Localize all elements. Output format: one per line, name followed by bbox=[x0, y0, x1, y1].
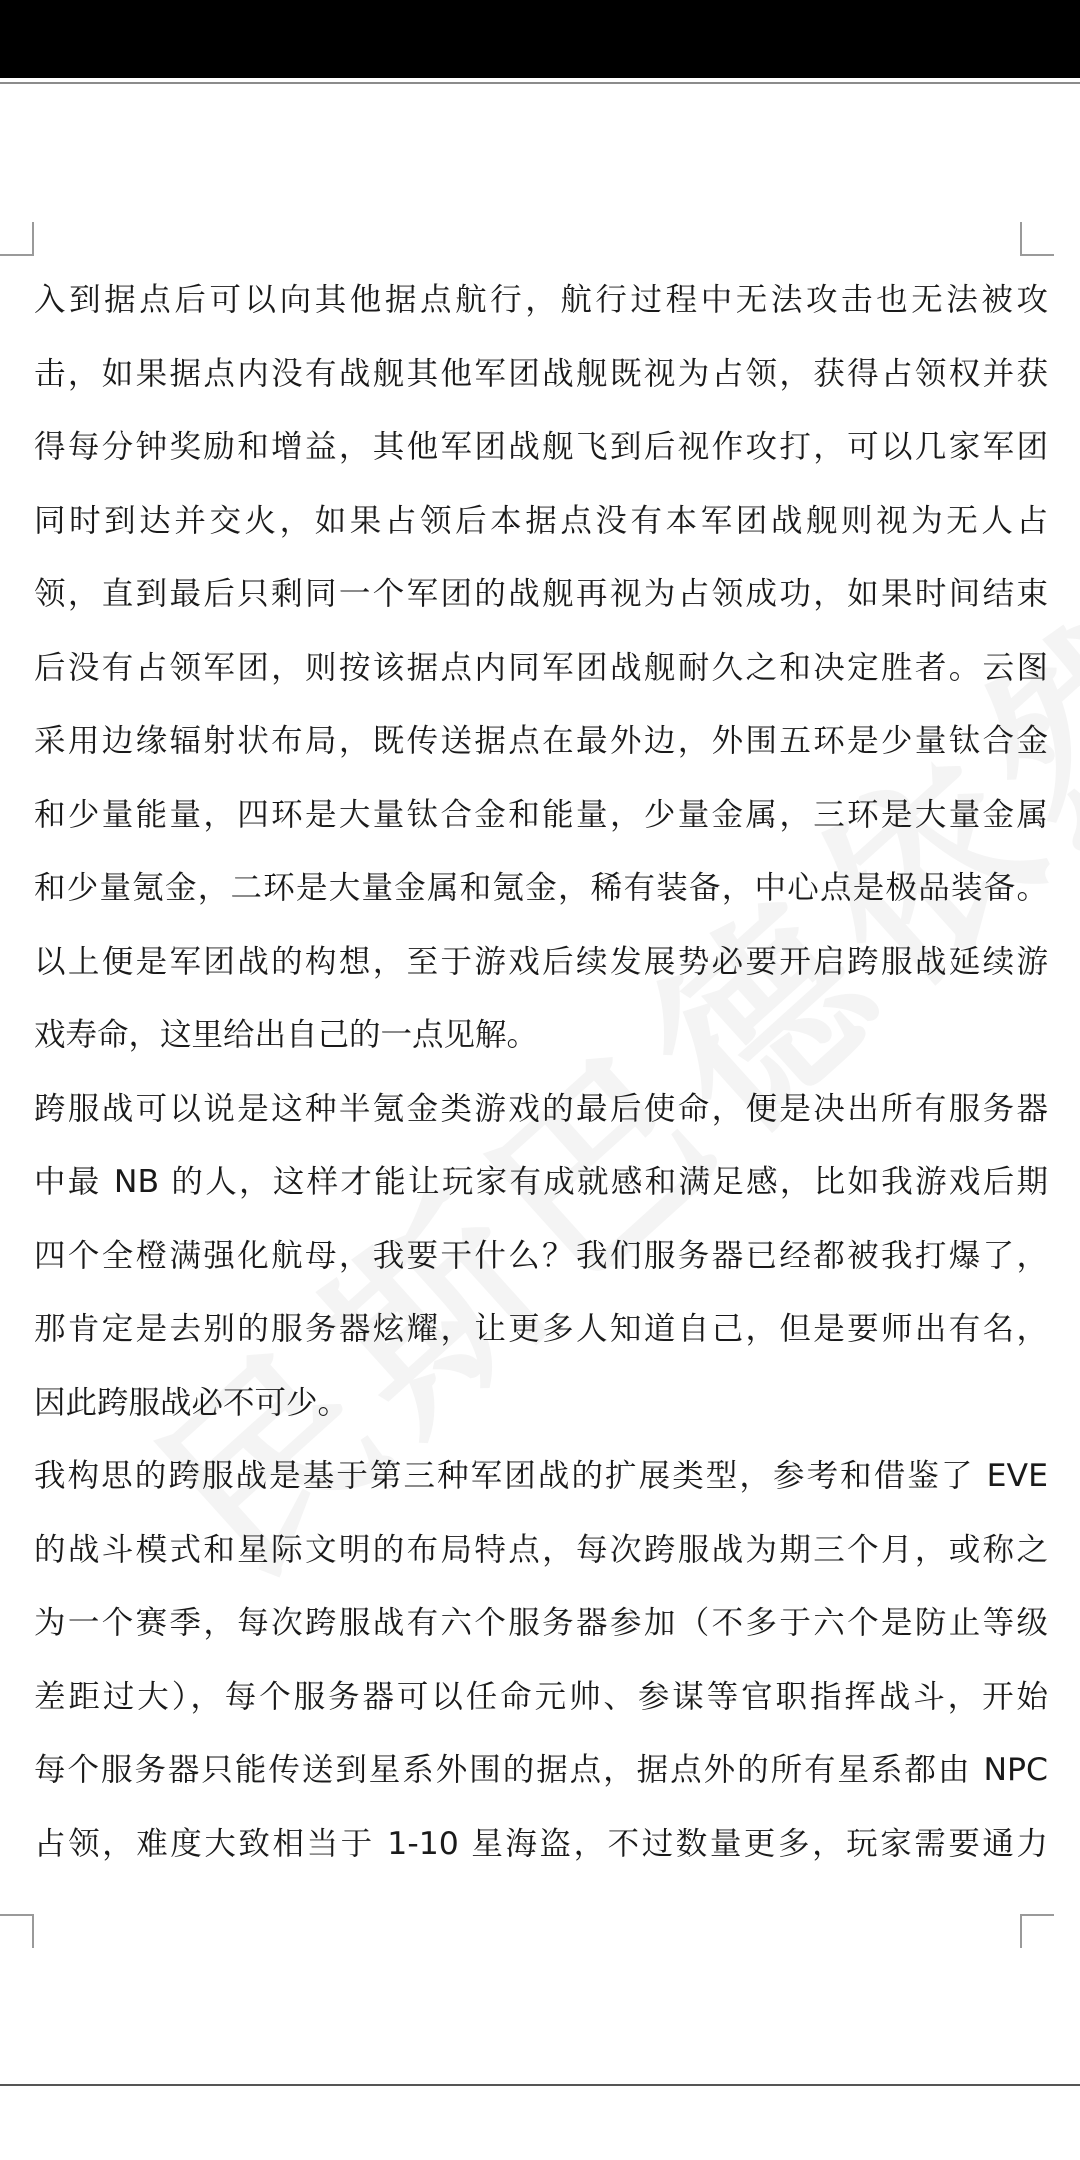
text-line: 占领，难度大致相当于 1-10 星海盗，不过数量更多，玩家需要通力 bbox=[34, 1825, 1048, 1862]
document-body bbox=[34, 264, 1048, 1881]
text-line: 和少量氪金，二环是大量金属和氪金，稀有装备，中心点是极品装备。 bbox=[34, 870, 1048, 906]
margin-mark-bottom-left bbox=[0, 1914, 34, 1948]
text-line: 那肯定是去别的服务器炫耀，让更多人知道自己，但是要师出有名， bbox=[34, 1311, 1048, 1347]
text-line: 我构思的跨服战是基于第三种军团战的扩展类型，参考和借鉴了 EVE bbox=[34, 1458, 1048, 1494]
text-line: 因此跨服战必不可少。 bbox=[34, 1384, 350, 1421]
text-line: 跨服战可以说是这种半氪金类游戏的最后使命，便是决出所有服务器 bbox=[34, 1090, 1048, 1127]
text-line: 击，如果据点内没有战舰其他军团战舰既视为占领，获得占领权并获 bbox=[34, 355, 1048, 392]
text-line: 以上便是军团战的构想，至于游戏后续发展势必要开启跨服战延续游 bbox=[34, 943, 1048, 980]
text-line: 领，直到最后只剩同一个军团的战舰再视为占领成功，如果时间结束 bbox=[34, 576, 1048, 612]
text-line: 入到据点后可以向其他据点航行，航行过程中无法攻击也无法被攻 bbox=[34, 282, 1048, 318]
text-line: 每个服务器只能传送到星系外围的据点，据点外的所有星系都由 NPC bbox=[34, 1752, 1048, 1788]
text-line: 得每分钟奖励和增益，其他军团战舰飞到后视作攻打，可以几家军团 bbox=[34, 429, 1048, 465]
page-top-divider bbox=[0, 82, 1080, 84]
text-line: 中最 NB 的人，这样才能让玩家有成就感和满足感，比如我游戏后期 bbox=[34, 1164, 1048, 1200]
text-line: 戏寿命，这里给出自己的一点见解。 bbox=[34, 1017, 539, 1053]
text-line: 同时到达并交火，如果占领后本据点没有本军团战舰则视为无人占 bbox=[34, 502, 1048, 539]
status-bar bbox=[0, 0, 1080, 78]
text-line: 差距过大），每个服务器可以任命元帅、参谋等官职指挥战斗，开始 bbox=[34, 1678, 1048, 1715]
text-line: 为一个赛季，每次跨服战有六个服务器参加（不多于六个是防止等级 bbox=[34, 1605, 1048, 1641]
text-line: 四个全橙满强化航母，我要干什么？我们服务器已经都被我打爆了， bbox=[34, 1237, 1048, 1274]
margin-mark-top-right bbox=[1020, 222, 1054, 256]
margin-mark-bottom-right bbox=[1020, 1914, 1054, 1948]
page-bottom-divider bbox=[0, 2084, 1080, 2086]
margin-mark-top-left bbox=[0, 222, 34, 256]
text-line: 和少量能量，四环是大量钛合金和能量，少量金属，三环是大量金属 bbox=[34, 796, 1048, 833]
text-line: 采用边缘辐射状布局，既传送据点在最外边，外围五环是少量钛合金 bbox=[34, 723, 1048, 759]
text-line: 的战斗模式和星际文明的布局特点，每次跨服战为期三个月，或称之 bbox=[34, 1531, 1048, 1568]
text-line: 后没有占领军团，则按该据点内同军团战舰耐久之和决定胜者。云图 bbox=[34, 649, 1048, 686]
